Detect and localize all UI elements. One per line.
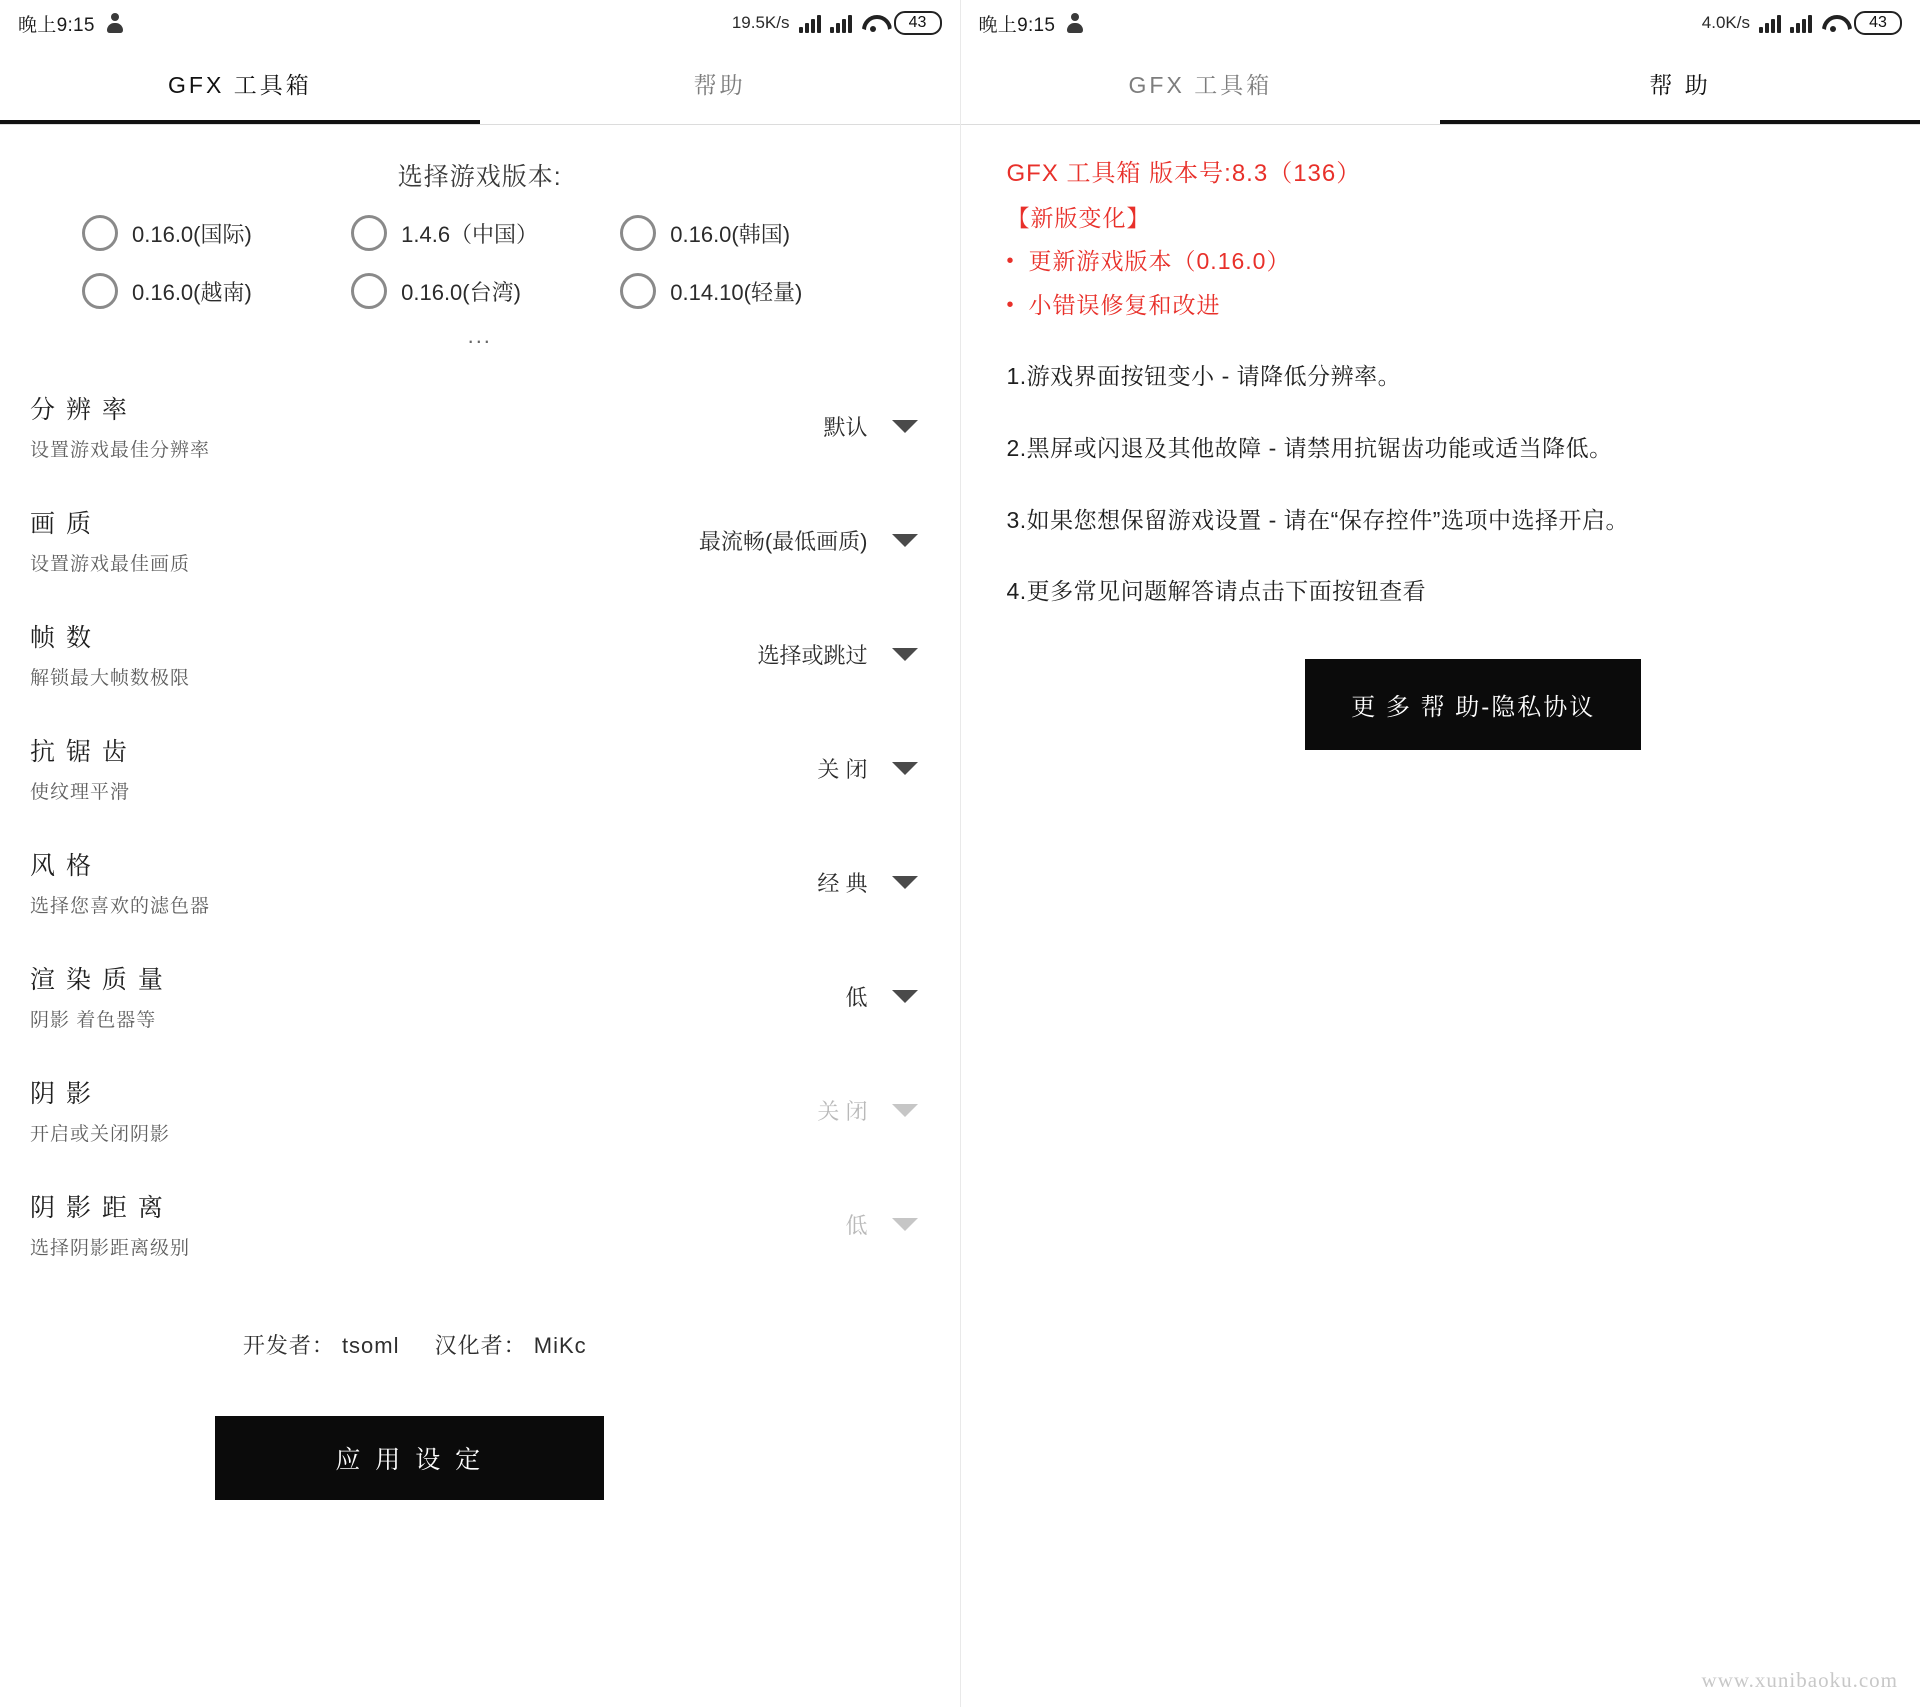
tab-bar-left bbox=[0, 46, 960, 124]
setting-texts bbox=[30, 846, 817, 918]
version-label: 0.14.10(轻量) bbox=[670, 279, 803, 305]
chevron-down-icon[interactable] bbox=[892, 534, 918, 547]
more-versions-ellipsis[interactable]: ... bbox=[467, 323, 492, 348]
setting-texts bbox=[30, 504, 699, 576]
version-label: 0.16.0(台湾) bbox=[401, 279, 521, 305]
status-bar-right bbox=[961, 0, 1920, 46]
help-page bbox=[961, 125, 1920, 750]
watermark: www.xunibaoku.com bbox=[1701, 1668, 1898, 1692]
setting-name: 风 格 bbox=[30, 852, 93, 880]
apply-settings-button[interactable]: 应 用 设 定 bbox=[215, 1416, 604, 1500]
tab-gfx-toolbox[interactable]: GFX 工具箱 bbox=[1128, 72, 1273, 98]
help-item: 2.黑屏或闪退及其他故障 - 请禁用抗锯齿功能或适当降低。 bbox=[1006, 434, 1613, 461]
right-screen bbox=[961, 0, 1920, 1707]
version-section-title: 选择游戏版本: bbox=[397, 163, 562, 191]
chevron-down-icon[interactable] bbox=[892, 420, 918, 433]
setting-value: 关 闭 bbox=[817, 756, 868, 782]
version-option[interactable] bbox=[620, 273, 889, 309]
setting-description: 开启或关闭阴影 bbox=[30, 1124, 171, 1145]
setting-description: 选择您喜欢的滤色器 bbox=[30, 896, 211, 917]
bullet-dot-icon: • bbox=[1006, 293, 1015, 316]
help-item: 3.如果您想保留游戏设置 - 请在“保存控件”选项中选择开启。 bbox=[1006, 506, 1629, 533]
setting-texts bbox=[30, 618, 757, 690]
radio-circle-icon[interactable] bbox=[620, 215, 656, 251]
setting-name: 分 辨 率 bbox=[30, 396, 129, 424]
setting-value: 选择或跳过 bbox=[757, 642, 868, 668]
status-bar-right-group bbox=[1702, 11, 1902, 35]
setting-texts bbox=[30, 390, 823, 462]
setting-name: 抗 锯 齿 bbox=[30, 738, 129, 766]
radio-circle-icon[interactable] bbox=[351, 273, 387, 309]
signal-bars-icon bbox=[1759, 13, 1781, 33]
developer-credit: 开发者： tsoml bbox=[242, 1333, 400, 1358]
setting-value: 低 bbox=[845, 1212, 868, 1238]
settings-page bbox=[0, 157, 960, 1500]
chevron-down-icon[interactable] bbox=[892, 648, 918, 661]
changelog-text: 小错误修复和改进 bbox=[1028, 291, 1221, 318]
version-option[interactable] bbox=[82, 215, 351, 251]
chevron-down-icon[interactable] bbox=[892, 990, 918, 1003]
setting-texts bbox=[30, 1074, 817, 1146]
tab-active-indicator bbox=[1440, 120, 1920, 124]
tab-divider bbox=[0, 124, 960, 125]
setting-row-style[interactable] bbox=[30, 825, 942, 939]
bullet-dot-icon: • bbox=[1006, 250, 1015, 273]
setting-description: 解锁最大帧数极限 bbox=[30, 668, 191, 689]
changelog-item bbox=[1007, 240, 1881, 284]
setting-value: 经 典 bbox=[817, 870, 868, 896]
setting-texts bbox=[30, 960, 845, 1032]
person-icon bbox=[105, 12, 127, 34]
setting-row-graphics[interactable] bbox=[30, 483, 942, 597]
radio-circle-icon[interactable] bbox=[351, 215, 387, 251]
setting-row-shadow bbox=[30, 1053, 942, 1167]
tab-active-indicator bbox=[0, 120, 480, 124]
setting-texts bbox=[30, 1188, 845, 1260]
battery-level: 43 bbox=[1854, 11, 1902, 35]
setting-description: 使纹理平滑 bbox=[30, 782, 131, 803]
version-option[interactable] bbox=[351, 215, 620, 251]
version-option[interactable] bbox=[82, 273, 351, 309]
setting-row-fps[interactable] bbox=[30, 597, 942, 711]
status-bar-right-group bbox=[732, 11, 942, 35]
setting-description: 设置游戏最佳分辨率 bbox=[30, 440, 211, 461]
version-radio-group bbox=[0, 215, 960, 309]
version-label: 0.16.0(韩国) bbox=[670, 221, 791, 247]
setting-row-render-quality[interactable] bbox=[30, 939, 942, 1053]
settings-list bbox=[0, 369, 960, 1281]
signal-bars-icon bbox=[830, 13, 852, 33]
status-bar-left-group bbox=[18, 10, 127, 37]
apply-button-container bbox=[0, 1416, 960, 1500]
credits bbox=[0, 1329, 960, 1360]
setting-name: 帧 数 bbox=[30, 624, 93, 652]
setting-row-resolution[interactable] bbox=[30, 369, 942, 483]
chevron-down-icon bbox=[892, 1218, 918, 1231]
setting-row-antialiasing[interactable] bbox=[30, 711, 942, 825]
help-item: 1.游戏界面按钮变小 - 请降低分辨率。 bbox=[1006, 362, 1402, 389]
tab-gfx-toolbox[interactable]: GFX 工具箱 bbox=[168, 72, 312, 98]
status-time: 晚上9:15 bbox=[18, 14, 95, 36]
setting-value: 关 闭 bbox=[817, 1098, 868, 1124]
setting-row-shadow-distance bbox=[30, 1167, 942, 1281]
setting-description: 设置游戏最佳画质 bbox=[30, 554, 191, 575]
setting-value: 最流畅(最低画质) bbox=[698, 528, 868, 554]
radio-circle-icon[interactable] bbox=[620, 273, 656, 309]
chevron-down-icon bbox=[892, 1104, 918, 1117]
radio-circle-icon[interactable] bbox=[82, 273, 118, 309]
wifi-icon bbox=[1821, 13, 1845, 33]
network-speed: 19.5K/s bbox=[731, 13, 790, 32]
network-speed: 4.0K/s bbox=[1701, 13, 1750, 32]
chevron-down-icon[interactable] bbox=[892, 762, 918, 775]
setting-texts bbox=[30, 732, 817, 804]
person-icon bbox=[1065, 12, 1087, 34]
help-item: 4.更多常见问题解答请点击下面按钮查看 bbox=[1006, 578, 1427, 605]
setting-name: 渲 染 质 量 bbox=[30, 966, 165, 994]
changelog-item bbox=[1007, 284, 1881, 328]
version-option[interactable] bbox=[620, 215, 889, 251]
battery-level: 43 bbox=[894, 11, 942, 35]
tab-bar-right bbox=[961, 46, 1920, 124]
setting-description: 阴影 着色器等 bbox=[30, 1010, 157, 1031]
signal-bars-icon bbox=[1790, 13, 1812, 33]
tab-help[interactable]: 帮助 bbox=[693, 72, 746, 98]
setting-name: 阴 影 距 离 bbox=[30, 1194, 165, 1222]
more-help-privacy-button[interactable]: 更 多 帮 助-隐私协议 bbox=[1305, 659, 1641, 750]
status-time: 晚上9:15 bbox=[978, 14, 1056, 36]
setting-value: 低 bbox=[845, 984, 868, 1010]
changelog-text: 更新游戏版本（0.16.0） bbox=[1028, 248, 1291, 275]
status-bar-left-group bbox=[979, 10, 1088, 37]
signal-bars-icon bbox=[799, 13, 821, 33]
chevron-down-icon[interactable] bbox=[892, 876, 918, 889]
version-label: 1.4.6（中国） bbox=[401, 221, 539, 247]
version-label: 0.16.0(国际) bbox=[132, 221, 252, 247]
tab-help[interactable]: 帮 助 bbox=[1649, 72, 1711, 98]
setting-name: 画 质 bbox=[30, 510, 93, 538]
wifi-icon bbox=[861, 13, 885, 33]
setting-name: 阴 影 bbox=[30, 1080, 93, 1108]
changelog-title: 【新版变化】 bbox=[1006, 204, 1151, 231]
version-label: 0.16.0(越南) bbox=[132, 279, 252, 305]
app-version-line: GFX 工具箱 版本号:8.3（136） bbox=[1006, 160, 1362, 187]
help-button-container bbox=[1007, 659, 1881, 750]
version-option[interactable] bbox=[351, 273, 620, 309]
setting-value: 默认 bbox=[823, 414, 868, 440]
setting-description: 选择阴影距离级别 bbox=[30, 1238, 191, 1259]
status-bar-left bbox=[0, 0, 960, 46]
radio-circle-icon[interactable] bbox=[82, 215, 118, 251]
help-items-list bbox=[1007, 358, 1881, 612]
translator-credit: 汉化者： MiKc bbox=[434, 1333, 587, 1358]
